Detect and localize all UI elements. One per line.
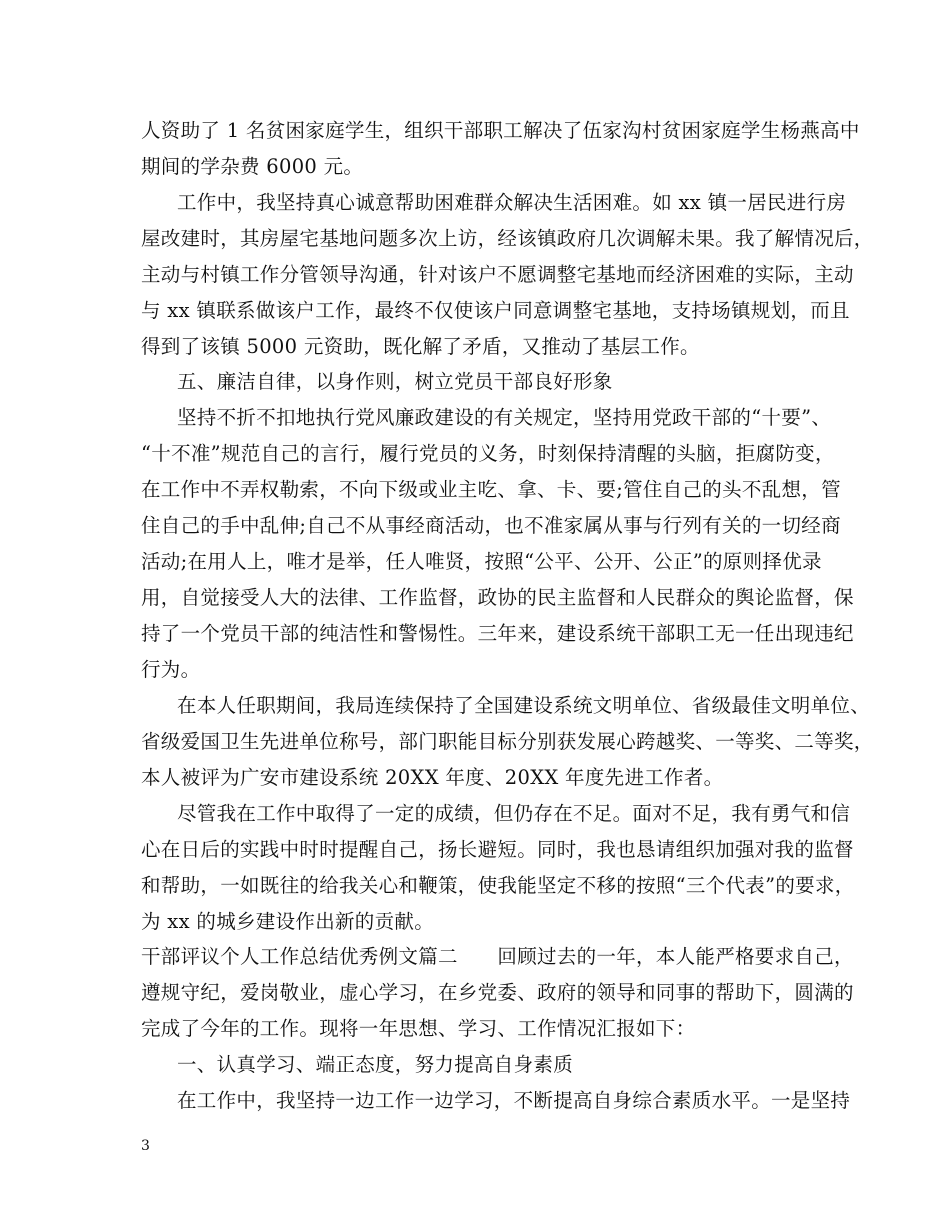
text-line: 本人被评为广安市建设系统 20XX 年度、20XX 年度先进工作者。 [141, 766, 724, 789]
text-line: 工作中，我坚持真心诚意帮助困难群众解决生活困难。如 xx 镇一居民进行房 [177, 191, 847, 214]
text-line: 住自己的手中乱伸;自己不从事经商活动，也不准家属从事与行列有关的一切经商 [141, 514, 841, 537]
text-line: 坚持不折不扣地执行党风廉政建设的有关规定，坚持用党政干部的“十要”、 [177, 406, 832, 429]
section-heading: 五、廉洁自律，以身作则，树立党员干部良好形象 [177, 370, 613, 393]
text-line: 省级爱国卫生先进单位称号，部门职能目标分别获发展心跨越奖、一等奖、二等奖， [141, 730, 874, 753]
text-line: 活动;在用人上，唯才是举，任人唯贤，按照“公平、公开、公正”的原则择优录 [141, 550, 822, 573]
article-title-line: 干部评议个人工作总结优秀例文篇二 回顾过去的一年，本人能严格要求自己， [141, 945, 854, 968]
text-line: 人资助了 1 名贫困家庭学生，组织干部职工解决了伍家沟村贫困家庭学生杨燕高中 [141, 119, 860, 142]
text-line: 主动与村镇工作分管领导沟通，针对该户不愿调整宅基地而经济困难的实际，主动 [141, 263, 854, 286]
text-line: 尽管我在工作中取得了一定的成绩，但仍存在不足。面对不足，我有勇气和信 [177, 802, 851, 825]
text-line: 在本人任职期间，我局连续保持了全国建设系统文明单位、省级最佳文明单位、 [177, 694, 871, 717]
text-line: 和帮助，一如既往的给我关心和鞭策，使我能坚定不移的按照“三个代表”的要求， [141, 874, 855, 897]
text-line: 在工作中，我坚持一边工作一边学习，不断提高自身综合素质水平。一是坚持 [177, 1089, 851, 1112]
text-line: 遵规守纪，爱岗敬业，虚心学习，在乡党委、政府的领导和同事的帮助下，圆满的 [141, 981, 854, 1004]
page-number: 3 [141, 1138, 150, 1154]
text-line: 为 xx 的城乡建设作出新的贡献。 [141, 910, 434, 933]
text-line: 期间的学杂费 6000 元。 [141, 155, 364, 178]
text-line: “十不准”规范自己的言行，履行党员的义务，时刻保持清醒的头脑，拒腐防变， [141, 442, 835, 465]
text-line: 心在日后的实践中时时提醒自己，扬长避短。同时，我也恳请组织加强对我的监督 [141, 838, 854, 861]
text-line: 行为。 [141, 658, 201, 681]
text-line: 完成了今年的工作。现将一年思想、学习、工作情况汇报如下： [141, 1017, 696, 1040]
text-line: 用，自觉接受人大的法律、工作监督，政协的民主监督和人民群众的舆论监督，保 [141, 586, 854, 609]
text-line: 屋改建时，其房屋宅基地问题多次上访，经该镇政府几次调解未果。我了解情况后， [141, 227, 874, 250]
text-line: 持了一个党员干部的纯洁性和警惕性。三年来，建设系统干部职工无一任出现违纪 [141, 622, 854, 645]
text-line: 在工作中不弄权勒索，不向下级或业主吃、拿、卡、要;管住自己的头不乱想，管 [141, 478, 841, 501]
text-line: 得到了该镇 5000 元资助，既化解了矛盾，又推动了基层工作。 [141, 335, 700, 358]
text-line: 与 xx 镇联系做该户工作，最终不仅使该户同意调整宅基地，支持场镇规划，而且 [141, 299, 850, 322]
section-heading: 一、认真学习、端正态度，努力提高自身素质 [177, 1053, 574, 1076]
